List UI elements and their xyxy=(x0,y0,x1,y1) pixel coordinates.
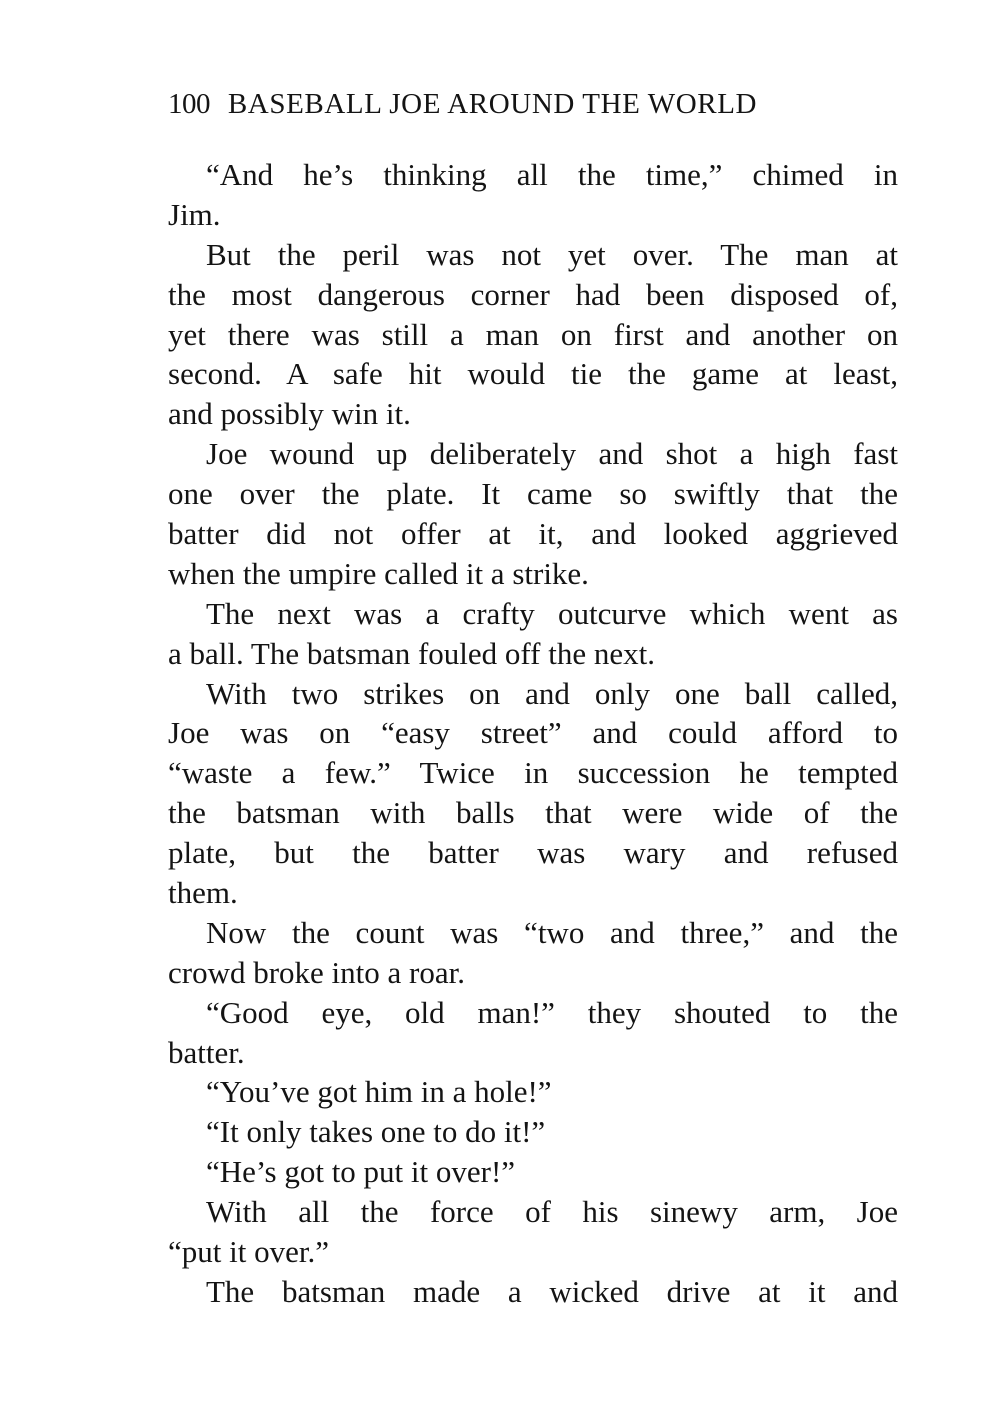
text-line: With two strikes on and only one ball called, xyxy=(206,675,898,711)
text-line: batter did not offer at it, and looked aggrieved xyxy=(168,516,898,552)
text-line: plate, but the batter was wary and refused xyxy=(168,835,898,871)
text-line: second. A safe hit would tie the game at least, xyxy=(168,356,898,392)
text-line: Now the count was “two and three,” and the xyxy=(206,914,898,950)
text-line: The batsman made a wicked drive at it and xyxy=(206,1273,898,1309)
text-line: “And he’s thinking all the time,” chimed in xyxy=(206,157,898,192)
text-line: With all the force of his sinewy arm, Joe xyxy=(206,1194,898,1230)
page-number: 100 xyxy=(168,88,210,120)
body-text xyxy=(168,155,898,1312)
running-head xyxy=(168,84,898,124)
text-line: The next was a crafty outcurve which went as xyxy=(206,595,898,631)
text-line: when the umpire called it a strike. xyxy=(168,555,589,591)
text-line: Jim. xyxy=(168,196,221,232)
text-line: Joe wound up deliberately and shot a high fast xyxy=(206,436,898,472)
text-line: “put it over.” xyxy=(168,1234,329,1270)
text-line: them. xyxy=(168,875,238,911)
text-line: a ball. The batsman fouled off the next. xyxy=(168,635,655,671)
text-line: But the peril was not yet over. The man at xyxy=(206,236,898,272)
text-line: “It only takes one to do it!” xyxy=(206,1114,546,1150)
text-line: the batsman with balls that were wide of the xyxy=(168,795,898,831)
text-line: crowd broke into a roar. xyxy=(168,954,465,990)
text-line: “You’ve got him in a hole!” xyxy=(206,1074,552,1110)
text-line: the most dangerous corner had been disposed of, xyxy=(168,276,898,312)
text-line: Joe was on “easy street” and could afford to xyxy=(168,715,898,751)
text-line: and possibly win it. xyxy=(168,396,411,432)
running-title: BASEBALL JOE AROUND THE WORLD xyxy=(227,88,758,120)
text-line: “waste a few.” Twice in succession he tempted xyxy=(168,755,898,791)
text-line: “Good eye, old man!” they shouted to the xyxy=(206,994,898,1030)
text-line: one over the plate. It came so swiftly that the xyxy=(168,476,898,512)
text-line: yet there was still a man on first and another on xyxy=(168,316,898,352)
text-line: batter. xyxy=(168,1034,245,1070)
text-line: “He’s got to put it over!” xyxy=(206,1154,516,1190)
